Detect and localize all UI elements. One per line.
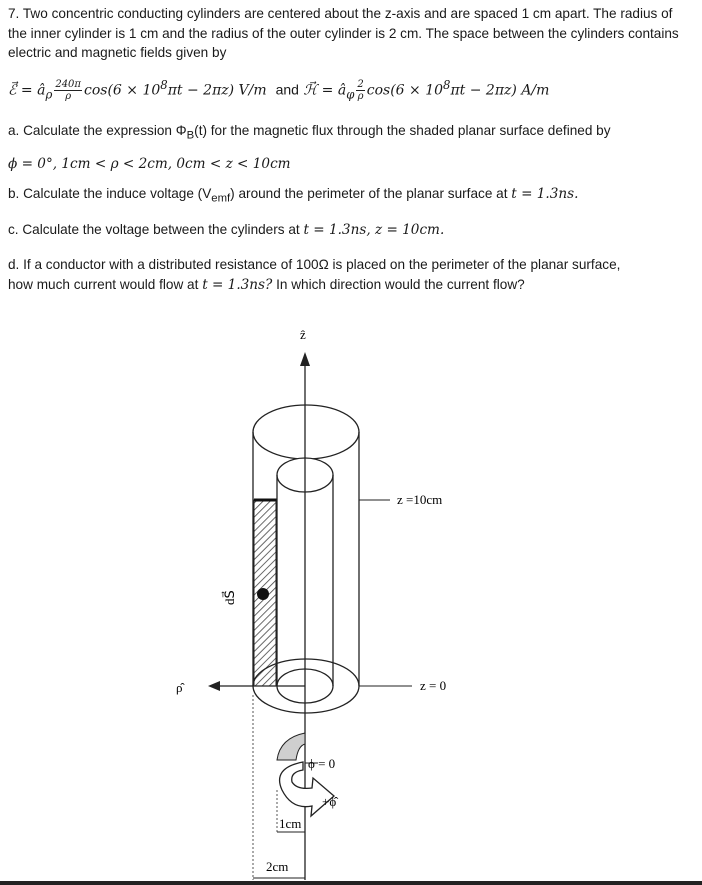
e-field-fraction: $\frac{240\pi}{\rho}$ bbox=[55, 79, 81, 103]
question-d: d. If a conductor with a distributed resistance of 100Ω is placed on the perimeter of the planar surface, how much current would flow at t = 1.3ns? In which direction would the current flow? bbox=[8, 257, 621, 293]
z-axis-label: ẑ bbox=[300, 327, 306, 342]
cylinder-figure bbox=[0, 300, 702, 880]
question-a: a. Calculate the expression $\Phi_B(t)$ for the magnetic flux through the shaded planar surface defined by bbox=[8, 123, 611, 142]
question-c: c. Calculate the voltage between the cylinders at t = 1.3ns, z = 10cm. bbox=[8, 222, 445, 238]
inner-radius-label: 1cm bbox=[279, 816, 302, 831]
outer-radius-label: 2cm bbox=[266, 859, 289, 874]
rho-axis-arrowhead bbox=[208, 681, 220, 691]
ds-vector-dot bbox=[257, 588, 269, 600]
page-bottom-rule bbox=[0, 881, 702, 885]
ds-label: dS⃗ bbox=[222, 590, 237, 605]
z-zero-label: z = 0 bbox=[420, 678, 447, 693]
problem-intro: Two concentric conducting cylinders are centered about the z-axis and are spaced 1 cm apart. The radius of the inner cylinder is 1 cm and the radius of the outer cylinder is 2 cm. The space between the cylinders contains electric and magnetic fields given by bbox=[8, 6, 679, 60]
field-equations: ℰ⃗ = $â_\rho$ $\frac{240\pi}{\rho}$ $\cos(6 \times 10^8\pi t - 2\pi z)$ V/m and ℋ⃗ = $â_\varphi$ $\frac{2}{\rho}$ $\cos(6 \times 10^8\pi t - 2\pi z)$ A/m bbox=[8, 78, 550, 103]
z-top-label: z =10cm bbox=[397, 492, 443, 507]
rho-axis-label: ρ̂ bbox=[176, 680, 183, 695]
z-axis-arrowhead bbox=[300, 352, 310, 366]
h-field-fraction: $\frac{2}{\rho}$ bbox=[357, 79, 364, 103]
phi-zero-plane bbox=[277, 733, 305, 760]
problem-statement bbox=[8, 4, 694, 63]
problem-number: 7. bbox=[8, 6, 20, 21]
phi-direction-label: +ϕ̂ bbox=[322, 794, 337, 809]
outer-cylinder-top bbox=[253, 405, 359, 459]
question-a-range: ϕ = 0°, 1cm < ρ < 2cm, 0cm < z < 10cm bbox=[8, 156, 291, 172]
question-b: b. Calculate the induce voltage $(V_{emf})$ around the perimeter of the planar surface at t = 1.3ns. bbox=[8, 186, 579, 205]
phi-zero-label: ϕ = 0 bbox=[308, 756, 336, 771]
